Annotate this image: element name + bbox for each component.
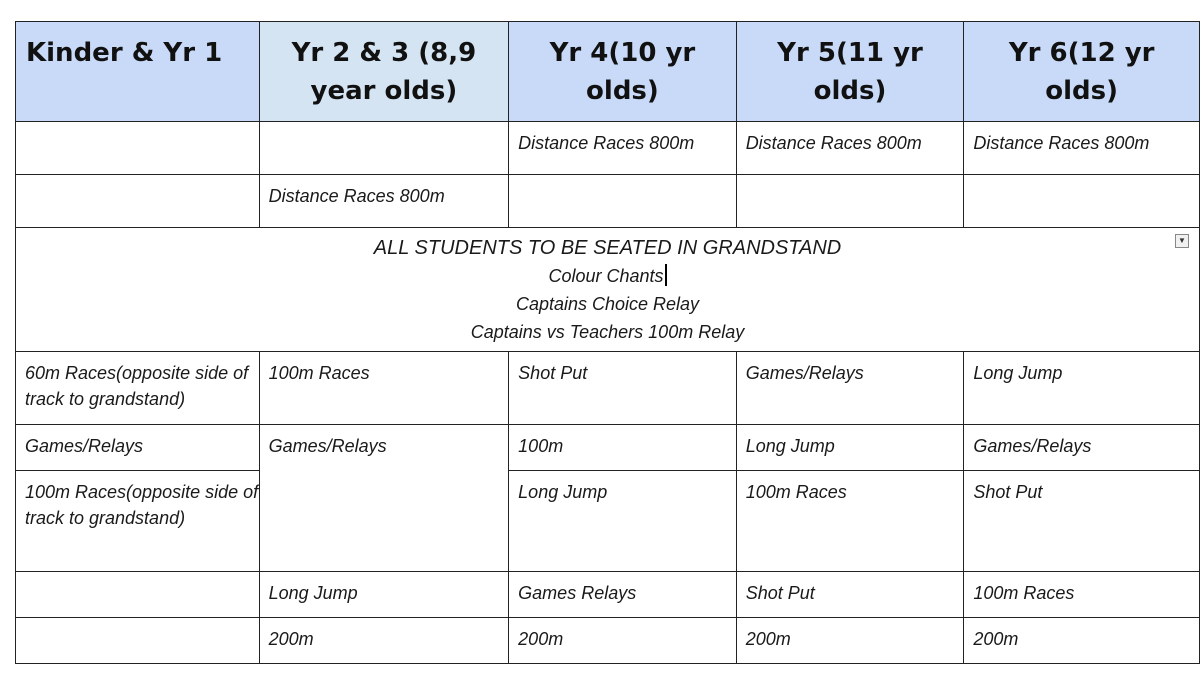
table-cell[interactable] bbox=[736, 175, 964, 228]
table-cell[interactable]: 100m Races bbox=[736, 471, 964, 572]
table-row bbox=[16, 618, 1200, 664]
table-row bbox=[16, 175, 1200, 228]
table-cell[interactable]: 100m bbox=[509, 425, 737, 471]
text-cursor bbox=[665, 264, 667, 286]
table-cell[interactable]: 200m bbox=[509, 618, 737, 664]
announcement-line: Captains vs Teachers 100m Relay bbox=[470, 322, 745, 342]
table-cell[interactable]: Distance Races 800m bbox=[964, 122, 1200, 175]
table-cell[interactable]: Long Jump bbox=[964, 352, 1200, 425]
table-cell[interactable]: Distance Races 800m bbox=[736, 122, 964, 175]
table-cell[interactable] bbox=[16, 618, 260, 664]
table-cell[interactable]: Games/Relays bbox=[736, 352, 964, 425]
table-row bbox=[16, 572, 1200, 618]
table-cell[interactable]: Shot Put bbox=[964, 471, 1200, 572]
table-cell[interactable] bbox=[16, 572, 260, 618]
announcement-line bbox=[16, 262, 1199, 290]
announcement-heading: ALL STUDENTS TO BE SEATED IN GRANDSTAND bbox=[373, 237, 842, 259]
table-cell[interactable] bbox=[509, 175, 737, 228]
table-cell[interactable]: Shot Put bbox=[509, 352, 737, 425]
header-yr4[interactable]: Yr 4(10 yr olds) bbox=[509, 22, 737, 122]
table-cell[interactable]: 100m Races bbox=[259, 352, 509, 425]
table-cell[interactable]: Games Relays bbox=[509, 572, 737, 618]
table-cell[interactable]: 100m Races(opposite side of track to grandstand) bbox=[16, 471, 260, 572]
announcement-line: Captains Choice Relay bbox=[515, 294, 700, 314]
table-row bbox=[16, 425, 1200, 471]
table-cell[interactable] bbox=[16, 175, 260, 228]
header-kinder-yr1[interactable]: Kinder & Yr 1 bbox=[16, 22, 260, 122]
table-cell[interactable] bbox=[16, 122, 260, 175]
table-cell[interactable]: 60m Races(opposite side of track to grandstand) bbox=[16, 352, 260, 425]
table-cell[interactable]: Games/Relays bbox=[259, 425, 509, 572]
table-row bbox=[16, 122, 1200, 175]
header-yr2-yr3[interactable]: Yr 2 & 3 (8,9 year olds) bbox=[259, 22, 509, 122]
header-yr5[interactable]: Yr 5(11 yr olds) bbox=[736, 22, 964, 122]
table-cell[interactable]: Games/Relays bbox=[16, 425, 260, 471]
header-row bbox=[16, 22, 1200, 122]
table-cell[interactable]: Distance Races 800m bbox=[259, 175, 509, 228]
table-cell[interactable]: Long Jump bbox=[736, 425, 964, 471]
sports-schedule-table[interactable] bbox=[15, 21, 1200, 664]
table-cell[interactable]: 200m bbox=[736, 618, 964, 664]
table-cell[interactable]: 200m bbox=[964, 618, 1200, 664]
table-cell[interactable] bbox=[259, 122, 509, 175]
table-cell[interactable]: Long Jump bbox=[259, 572, 509, 618]
colour-chants-text: Colour Chants bbox=[548, 266, 664, 286]
header-yr6[interactable]: Yr 6(12 yr olds) bbox=[964, 22, 1200, 122]
dropdown-arrow-icon[interactable]: ▼ bbox=[1175, 234, 1189, 248]
announcement-row bbox=[16, 228, 1200, 352]
table-cell[interactable]: Shot Put bbox=[736, 572, 964, 618]
table-cell[interactable]: 200m bbox=[259, 618, 509, 664]
table-cell[interactable] bbox=[964, 175, 1200, 228]
table-cell[interactable]: Long Jump bbox=[509, 471, 737, 572]
table-cell[interactable]: Games/Relays bbox=[964, 425, 1200, 471]
table-row bbox=[16, 471, 1200, 572]
table-row bbox=[16, 352, 1200, 425]
table-cell[interactable]: Distance Races 800m bbox=[509, 122, 737, 175]
table-cell[interactable]: 100m Races bbox=[964, 572, 1200, 618]
announcement-cell[interactable] bbox=[16, 228, 1200, 352]
